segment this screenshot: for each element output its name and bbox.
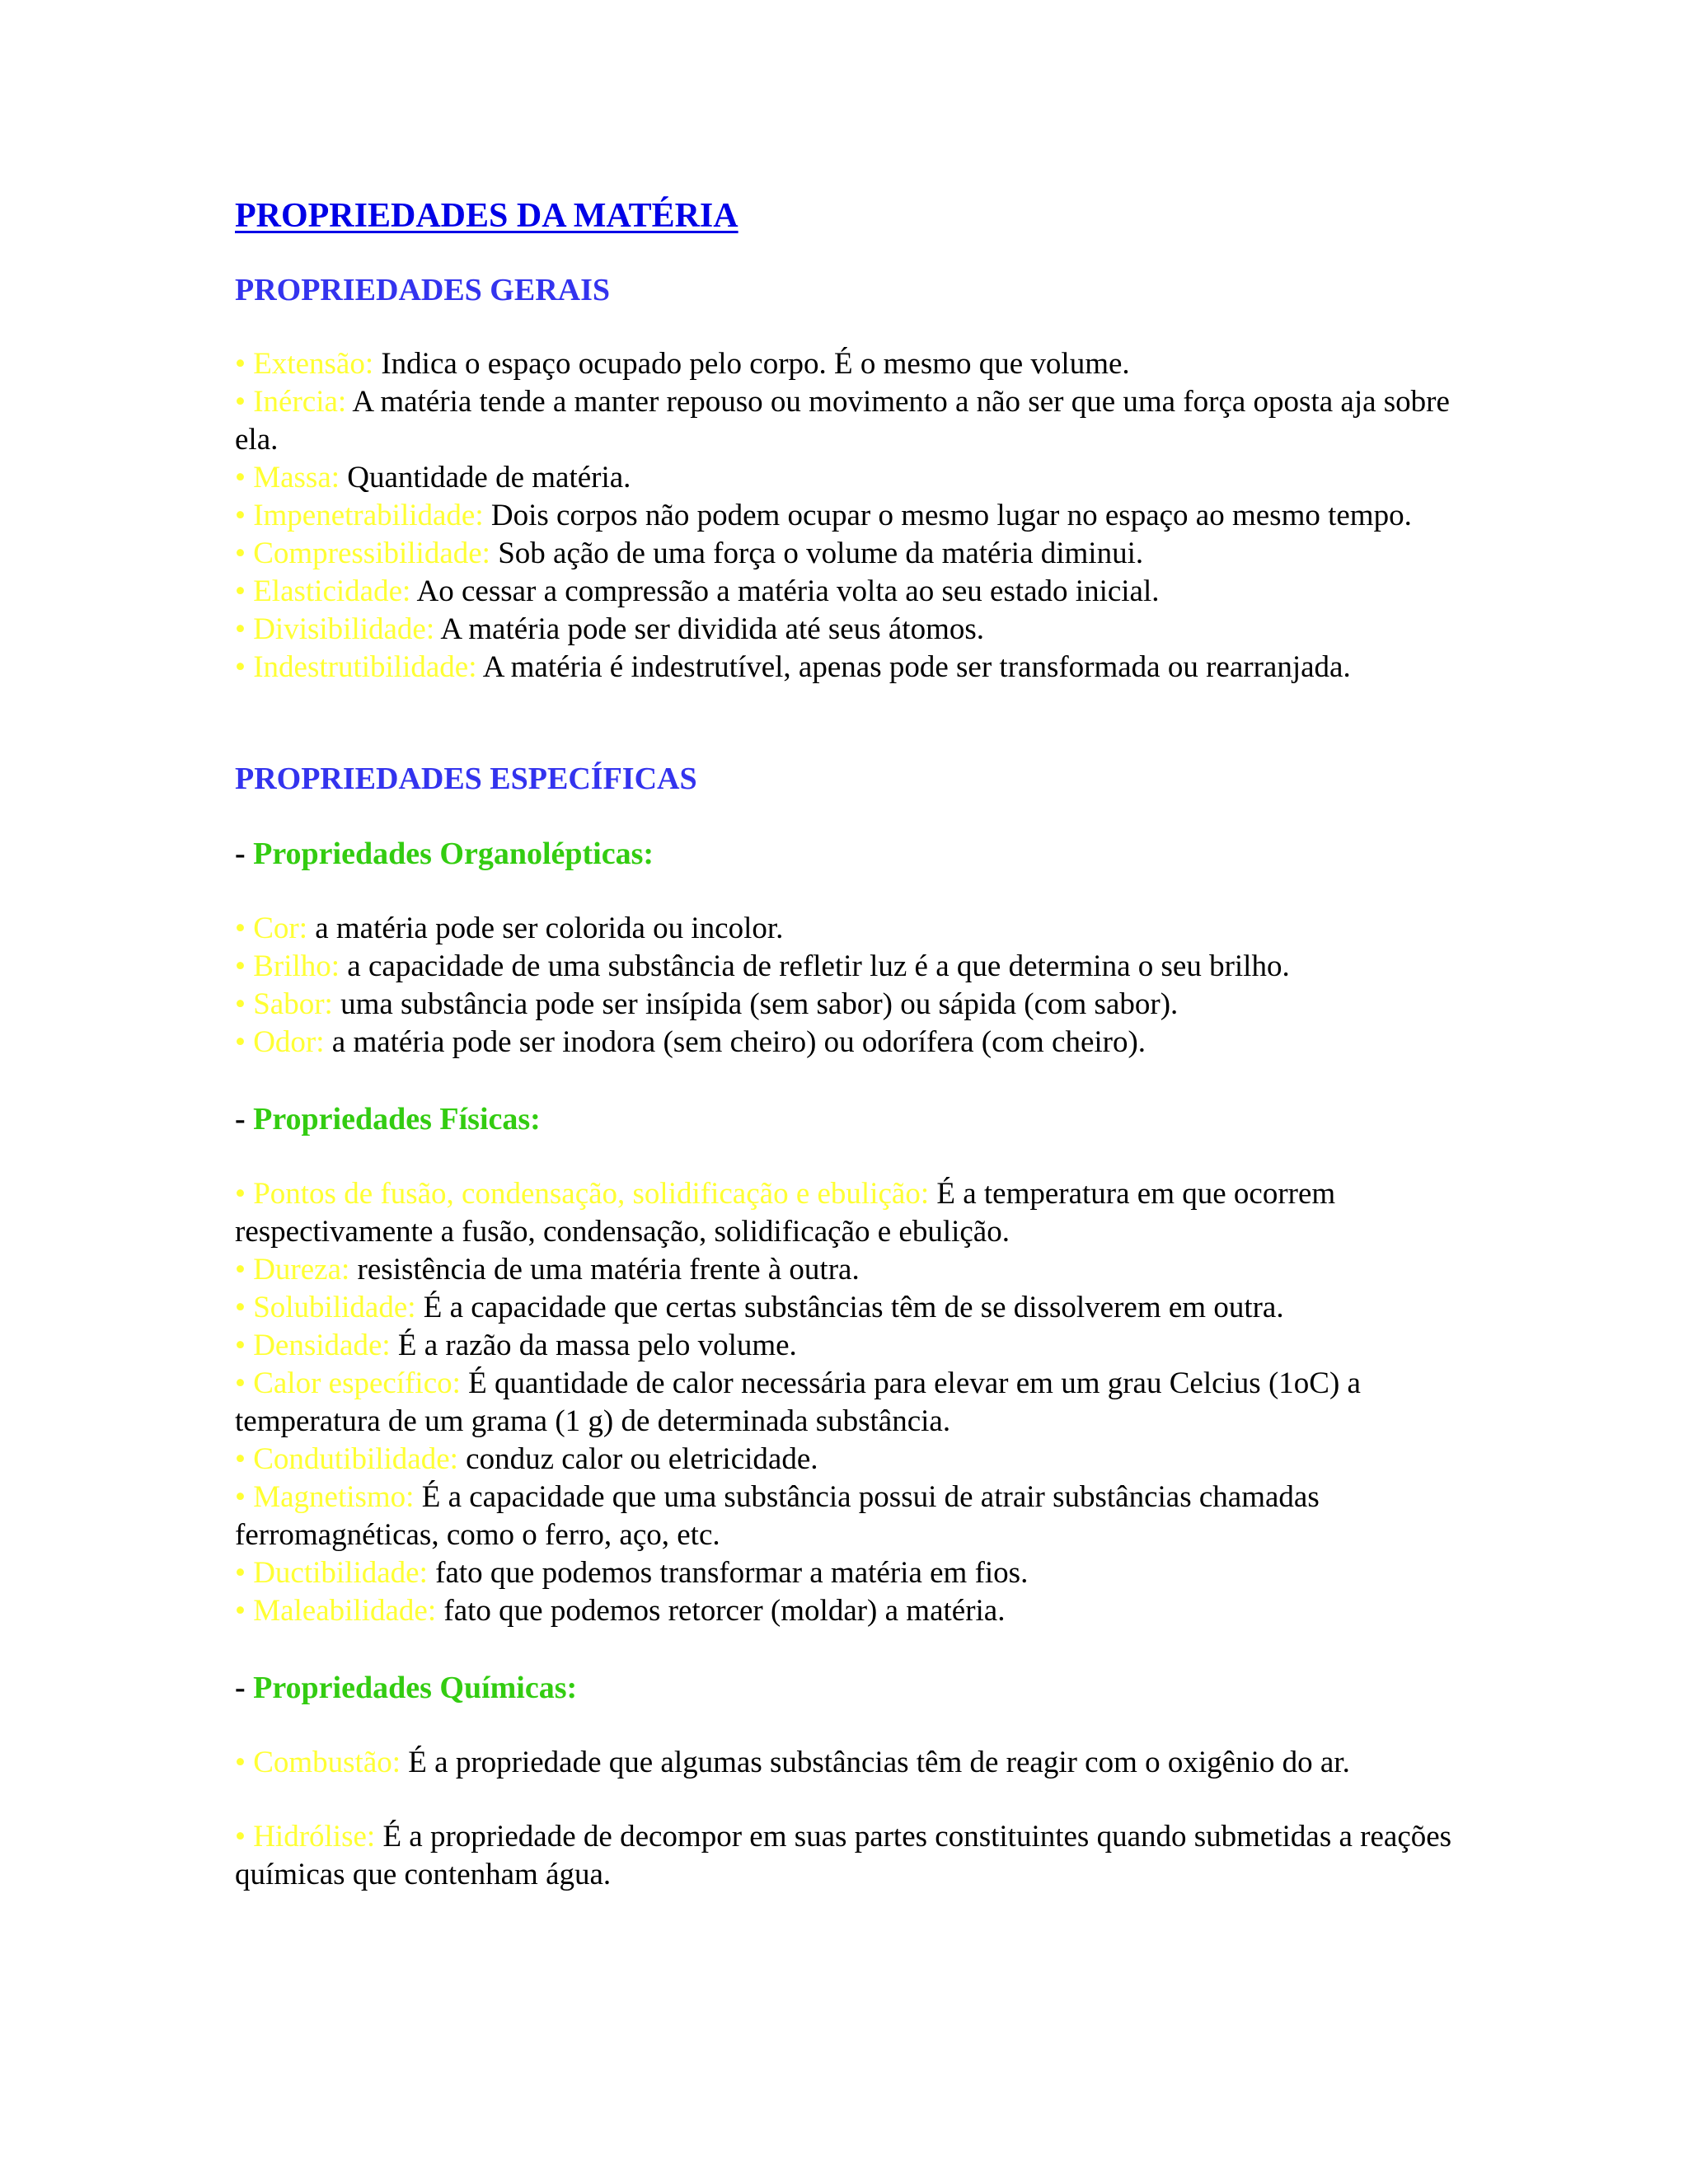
subsection-dash: - [235,1671,254,1705]
property-term: • Densidade: [235,1329,391,1362]
property-description: Dois corpos não podem ocupar o mesmo lugar no espaço ao mesmo tempo. [483,499,1412,532]
physical-properties-list [235,1175,1471,1630]
property-term: • Hidrólise: [235,1820,376,1854]
property-description: conduz calor ou eletricidade. [457,1442,818,1476]
property-description: Quantidade de matéria. [340,461,631,494]
property-term: • Pontos de fusão, condensação, solidificação e ebulição: [235,1177,930,1211]
spacer [235,799,1471,834]
property-item-hidrolise [235,1818,1471,1894]
spacer [235,1782,1471,1818]
property-term: • Compressibilidade: [235,537,490,570]
property-item-solubilidade [235,1289,1471,1327]
subsection-label: Propriedades Químicas: [253,1671,578,1705]
property-term: • Maleabilidade: [235,1594,437,1628]
property-description: É a temperatura em que ocorrem respectivamente a fusão, condensação, solidificação e ebulição. [235,1177,1336,1249]
property-term: • Sabor: [235,987,333,1021]
general-properties-heading: PROPRIEDADES GERAIS [235,273,611,307]
chemical-heading [235,1668,1471,1708]
property-term: • Indestrutibilidade: [235,650,477,684]
property-description: Indica o espaço ocupado pelo corpo. É o mesmo que volume. [373,347,1130,381]
subsection-dash: - [235,837,254,871]
property-item-densidade [235,1327,1471,1365]
property-item-compressibilidade [235,535,1471,573]
property-description: A matéria tende a manter repouso ou movimento a não ser que uma força oposta aja sobre ela. [235,385,1450,457]
property-description: É a capacidade que certas substâncias têm de se dissolverem em outra. [415,1291,1284,1324]
chemical-properties-list [235,1744,1471,1894]
property-description: fato que podemos retorcer (moldar) a matéria. [436,1594,1006,1628]
property-item-dureza [235,1251,1471,1289]
spacer [235,1630,1471,1668]
property-item-condutibilidade [235,1441,1471,1479]
property-term: • Dureza: [235,1253,350,1286]
property-term: • Inércia: [235,385,347,419]
document-page [235,191,1471,1894]
spacer [235,874,1471,910]
property-description: É a capacidade que uma substância possui de atrair substâncias chamadas ferromagnéticas, como o ferro, aço, etc. [235,1480,1320,1552]
spacer [235,1062,1471,1099]
general-properties-list [235,345,1471,687]
property-description: a matéria pode ser inodora (sem cheiro) ou odorífera (com cheiro). [324,1025,1146,1059]
property-item-sabor [235,986,1471,1024]
property-item-brilho [235,948,1471,986]
property-description: É quantidade de calor necessária para elevar em um grau Celcius (1oC) a temperatura de um grama (1 g) de determinada substância. [235,1366,1361,1438]
property-description: Ao cessar a compressão a matéria volta ao seu estado inicial. [410,574,1160,608]
property-term: • Odor: [235,1025,325,1059]
property-term: • Extensão: [235,347,374,381]
property-term: • Solubilidade: [235,1291,416,1324]
subsection-label: Propriedades Físicas: [253,1102,541,1137]
property-item-pontos-fusao [235,1175,1471,1251]
property-term: • Magnetismo: [235,1480,415,1514]
property-item-magnetismo [235,1479,1471,1554]
property-term: • Ductibilidade: [235,1556,428,1590]
property-item-inercia [235,383,1471,459]
property-item-indestrutibilidade [235,649,1471,687]
document-title: PROPRIEDADES DA MATÉRIA [235,197,738,235]
property-description: A matéria é indestrutível, apenas pode ser transformada ou rearranjada. [476,650,1351,684]
property-term: • Divisibilidade: [235,612,435,646]
property-item-cor [235,910,1471,948]
spacer [235,1708,1471,1744]
organoleptic-heading [235,834,1471,874]
organoleptic-properties-list [235,910,1471,1062]
property-description: a matéria pode ser colorida ou incolor. [307,912,784,945]
spacer [235,687,1471,759]
property-term: • Combustão: [235,1746,401,1779]
subsection-label: Propriedades Organolépticas: [253,837,654,871]
property-description: fato que podemos transformar a matéria em fios. [427,1556,1029,1590]
property-term: • Massa: [235,461,340,494]
property-description: É a razão da massa pelo volume. [390,1329,797,1362]
property-item-odor [235,1024,1471,1062]
property-description: resistência de uma matéria frente à outra. [349,1253,860,1286]
property-description: a capacidade de uma substância de refletir luz é a que determina o seu brilho. [340,949,1290,983]
spacer [235,1139,1471,1175]
physical-heading [235,1099,1471,1139]
property-description: Sob ação de uma força o volume da matéria diminui. [490,537,1144,570]
property-item-divisibilidade [235,611,1471,649]
property-term: • Impenetrabilidade: [235,499,484,532]
subsection-dash: - [235,1102,254,1137]
property-item-combustao [235,1744,1471,1782]
property-item-impenetrabilidade [235,497,1471,535]
property-term: • Calor específico: [235,1366,461,1400]
specific-properties-heading: PROPRIEDADES ESPECÍFICAS [235,762,697,796]
property-item-calor-especifico [235,1365,1471,1441]
property-item-ductibilidade [235,1554,1471,1592]
property-item-massa [235,459,1471,497]
property-description: É a propriedade que algumas substâncias têm de reagir com o oxigênio do ar. [401,1746,1350,1779]
property-item-extensao [235,345,1471,383]
property-description: A matéria pode ser dividida até seus átomos. [434,612,985,646]
property-description: uma substância pode ser insípida (sem sabor) ou sápida (com sabor). [332,987,1179,1021]
property-term: • Brilho: [235,949,340,983]
property-description: É a propriedade de decompor em suas partes constituintes quando submetidas a reações químicas que contenham água. [235,1820,1452,1891]
property-term: • Cor: [235,912,307,945]
property-term: • Elasticidade: [235,574,411,608]
property-item-maleabilidade [235,1592,1471,1630]
property-term: • Condutibilidade: [235,1442,458,1476]
property-item-elasticidade [235,573,1471,611]
spacer [235,310,1471,345]
